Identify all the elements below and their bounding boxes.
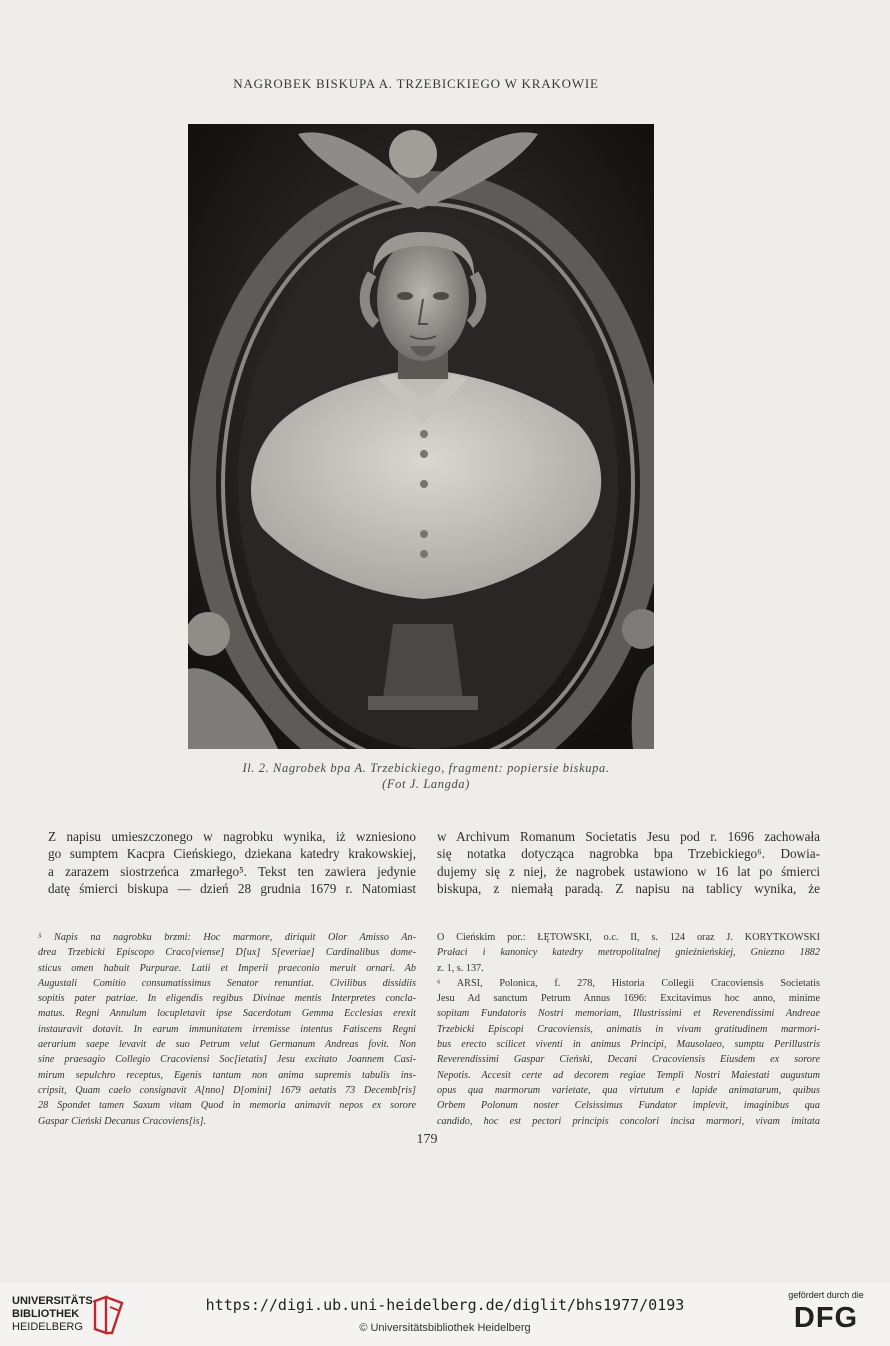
body-text-left-column <box>48 828 416 898</box>
caption-line-1: Il. 2. Nagrobek bpa A. Trzebickiego, fragment: popiersie biskupa. <box>242 761 610 775</box>
body-text-right-column <box>437 828 820 898</box>
footnote-line: sopitam Fundatoris Nostri memoriam, Illustrissimi et Reverendissimi Andreae <box>437 1008 820 1020</box>
body-line: go sumptem Kacpra Cieńskiego, dziekana katedry krakowskiej, <box>48 846 416 862</box>
footnote-line: mirum sepulchro receptus, Egenis tantum non anima supremis tabulis ins- <box>38 1069 416 1081</box>
footnote-5 <box>38 930 416 1129</box>
page-number: 179 <box>416 1132 438 1147</box>
running-head: NAGROBEK BISKUPA A. TRZEBICKIEGO W KRAKOWIE <box>233 76 599 91</box>
body-line: a zarazem siostrzeńca zmarłego⁵. Tekst ten zawiera jedynie <box>48 863 416 879</box>
dfg-logo: DFG <box>793 1302 859 1334</box>
photo-plate-bust <box>188 124 654 749</box>
body-line: biskupa, z niemałą paradą. Z napisu na tablicy wynika, że <box>437 881 820 897</box>
bust-photograph <box>188 124 654 749</box>
footnote-line: ⁵ Napis na nagrobku brzmi: Hoc marmore, diriquit Olor Amisso An- <box>38 932 416 943</box>
footnote-line: Jesu Ad sanctum Petrum Annus 1696: Excitavimus hoc anno, minime <box>437 993 820 1005</box>
footnote-6 <box>437 930 820 1129</box>
footnote-line: Prałaci i kanonicy katedry metropolitalnej gnieźnieńskiej, Gniezno 1882 <box>437 947 820 959</box>
body-line: Z napisu umieszczonego w nagrobku wynika, iż wzniesiono <box>48 829 416 844</box>
footnote-line: ⁶ ARSI, Polonica, f. 278, Historia Collegii Cracoviensis Societatis <box>437 977 820 989</box>
footnote-line: sine praesagio Collegio Cracoviensi Soc[ietatis] Jesu excitato Joannem Casi- <box>38 1054 416 1066</box>
footnote-line: matus. Regni Annulum locupletavit ipse Sacerdotum Gemma Ecclesias erexit <box>38 1008 416 1020</box>
university-library-logo[interactable] <box>12 1293 132 1337</box>
dfg-funding-badge[interactable] <box>776 1290 876 1334</box>
footnote-line: sticus omen habuit Purpurae. Latii et Imperii praeconio meruit ornari. Ab <box>38 962 416 974</box>
footnote-line: 28 Spondet tamen Saxum vitam Quod in memoria animavit nepos ex sorore <box>38 1100 416 1112</box>
footnote-line: sopitis pater patriae. In eligendis regibus Divinae mentis Interpretes concla- <box>38 993 416 1005</box>
copyright-notice: © Universitätsbibliothek Heidelberg <box>359 1322 531 1334</box>
footnote-line: aerarium saepe levavit de suo Petrum velut Germanum Andreas fovit. Non <box>38 1039 416 1051</box>
funding-text: gefördert durch die <box>788 1290 864 1300</box>
footnote-line: Nepotis. Accesit certe ad decorem regiae Templi Nostri Maiestati augustum <box>437 1069 820 1081</box>
body-line: w Archivum Romanum Societatis Jesu pod r. 1696 zachowała <box>437 829 820 844</box>
footnote-line: opus qua marmorum varietate, qua virtutum e lapide animatarum, quibus <box>437 1084 820 1096</box>
library-name-line-1: UNIVERSITÄTS- <box>12 1295 97 1307</box>
footnote-line: Gaspar Cieński Decanus Cracoviens[is]. <box>38 1115 207 1127</box>
caption-line-2: (Fot J. Langda) <box>382 777 470 791</box>
permalink-url[interactable]: https://digi.ub.uni-heidelberg.de/diglit/bhs1977/0193 <box>205 1296 685 1314</box>
figure-caption <box>0 760 852 792</box>
footnote-line: O Cieńskim por.: ŁĘTOWSKI, o.c. II, s. 124 oraz J. KORYTKOWSKI <box>437 932 820 943</box>
footnote-line: Trzebicki Episcopi Cracoviensis, animatis in vivam gratitudinem marmori- <box>437 1023 820 1035</box>
footnote-line: candido, hoc est pectori principis concolori incisa marmori, vivam imitata <box>437 1115 820 1127</box>
footnote-line: bus erecto scilicet viventi in animus Principi, Mausolaeo, sumptu Perillustris <box>437 1039 820 1051</box>
footnote-line: cripsit, Quam caelo consignavit A[nno] D[omini] 1679 aetatis 73 Decemb[ris] <box>38 1084 416 1096</box>
library-name-line-2: BIBLIOTHEK <box>12 1308 80 1320</box>
library-name <box>12 1295 96 1334</box>
body-line: datę śmierci biskupa — dzień 28 grudnia 1679 r. Natomiast <box>48 881 416 897</box>
footnote-line: Orbem Polonum noster Celsissimus Fundator implevit, imaginibus qua <box>437 1100 820 1112</box>
library-mark-icon <box>92 1293 126 1337</box>
footnote-line: drea Trzebicki Episcopo Craco[viense] D[ux] S[everiae] Cardinalibus dome- <box>38 947 416 959</box>
viewer-footer <box>0 1283 890 1346</box>
body-line: się notatka dotycząca nagrobka bpa Trzebickiego⁶. Dowia- <box>437 846 820 862</box>
footnote-line: z. 1, s. 137. <box>437 962 484 974</box>
body-line: dujemy się z niej, że nagrobek ustawiono w 16 lat po śmierci <box>437 863 820 879</box>
footnote-line: Augustali Comitio consumatissimus Senator renuntiat. Civilibus dissidiis <box>38 977 416 989</box>
footnote-line: Reverendissimi Gaspar Cieński, Decani Cracoviensis Eiusdem ex sorore <box>437 1054 820 1066</box>
footnote-line: instauravit dotavit. In earum immunitatem irremisse intentus Fatiscens Regni <box>38 1023 416 1035</box>
library-name-line-3: HEIDELBERG <box>12 1321 83 1333</box>
